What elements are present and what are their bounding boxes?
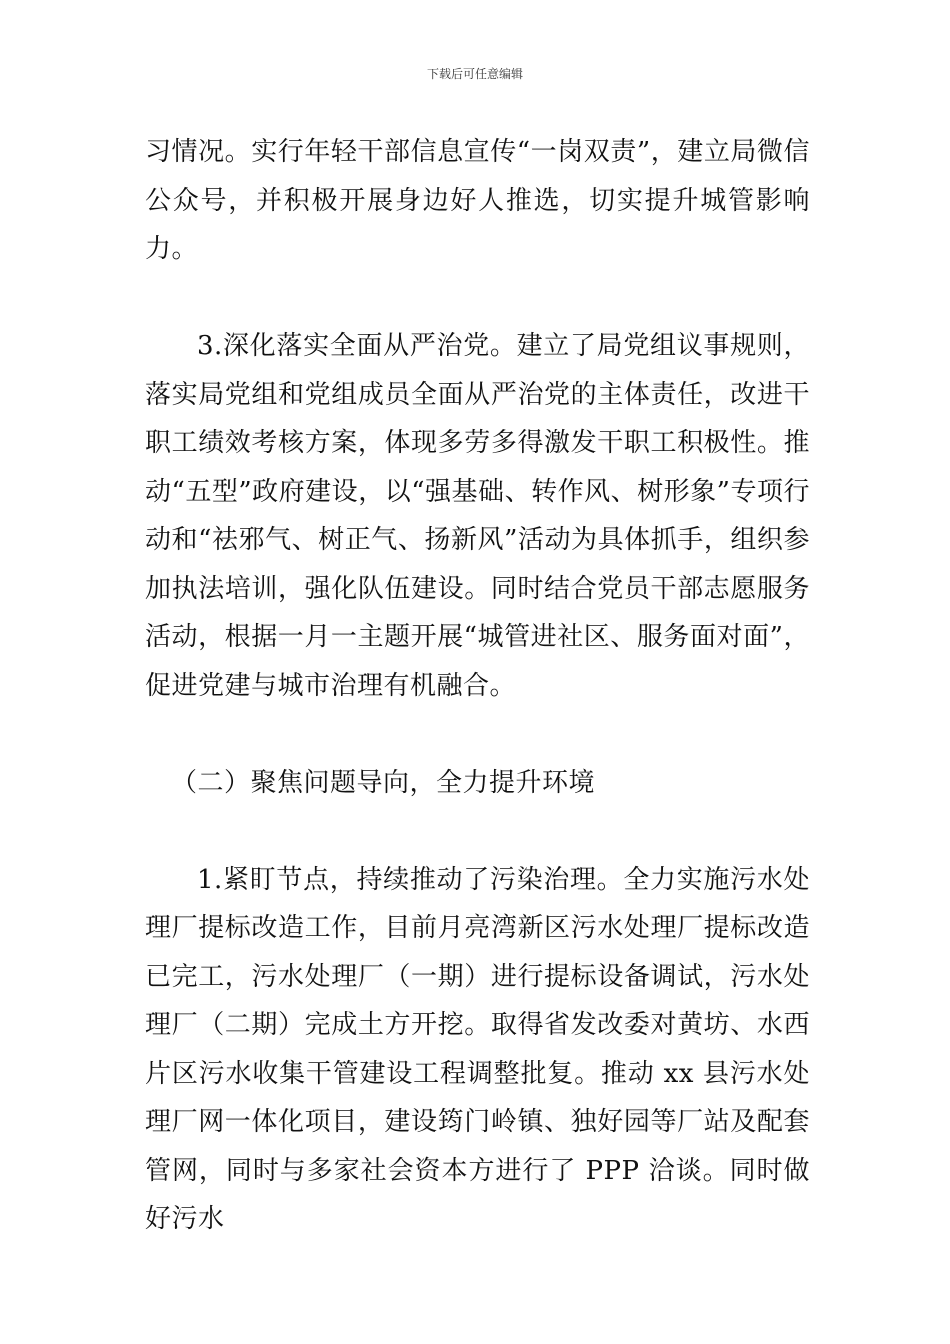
section-heading: （二）聚焦问题导向，全力提升环境 [171, 767, 596, 798]
paragraph-gap [145, 807, 810, 856]
page-header-note: 下载后可任意编辑 [426, 67, 523, 81]
document-body [145, 128, 810, 1244]
paragraph-continued: 习情况。实行年轻干部信息宣传“一岗双责”，建立局微信公众号，并积极开展身边好人推选，切实提升城管影响力。 [145, 137, 810, 264]
paragraph-gap [145, 710, 810, 759]
paragraph-gap [145, 274, 810, 323]
paragraph-party-discipline: 3.深化落实全面从严治党。建立了局党组议事规则，落实局党组和党组成员全面从严治党的主体责任，改进干职工绩效考核方案，体现多劳多得激发干职工积极性。推动“五型”政府建设，以“强基础、转作风、树形象”专项行动和“祛邪气、树正气、扬新风”活动为具体抓手，组织参加执法培训，强化队伍建设。同时结合党员干部志愿服务活动，根据一月一主题开展“城管进社区、服务面对面”，促进党建与城市治理有机融合。 [145, 331, 810, 701]
paragraph-pollution-control: 1.紧盯节点，持续推动了污染治理。全力实施污水处理厂提标改造工作，目前月亮湾新区污水处理厂提标改造已完工，污水处理厂（一期）进行提标设备调试，污水处理厂（二期）完成土方开挖。取得省发改委对黄坊、水西片区污水收集干管建设工程调整批复。推动 xx 县污水处理厂网一体化项目，建设筠门岭镇、独好园等厂站及配套管网，同时与多家社会资本方进行了 PPP 洽谈。同时做好污水 [145, 864, 810, 1234]
